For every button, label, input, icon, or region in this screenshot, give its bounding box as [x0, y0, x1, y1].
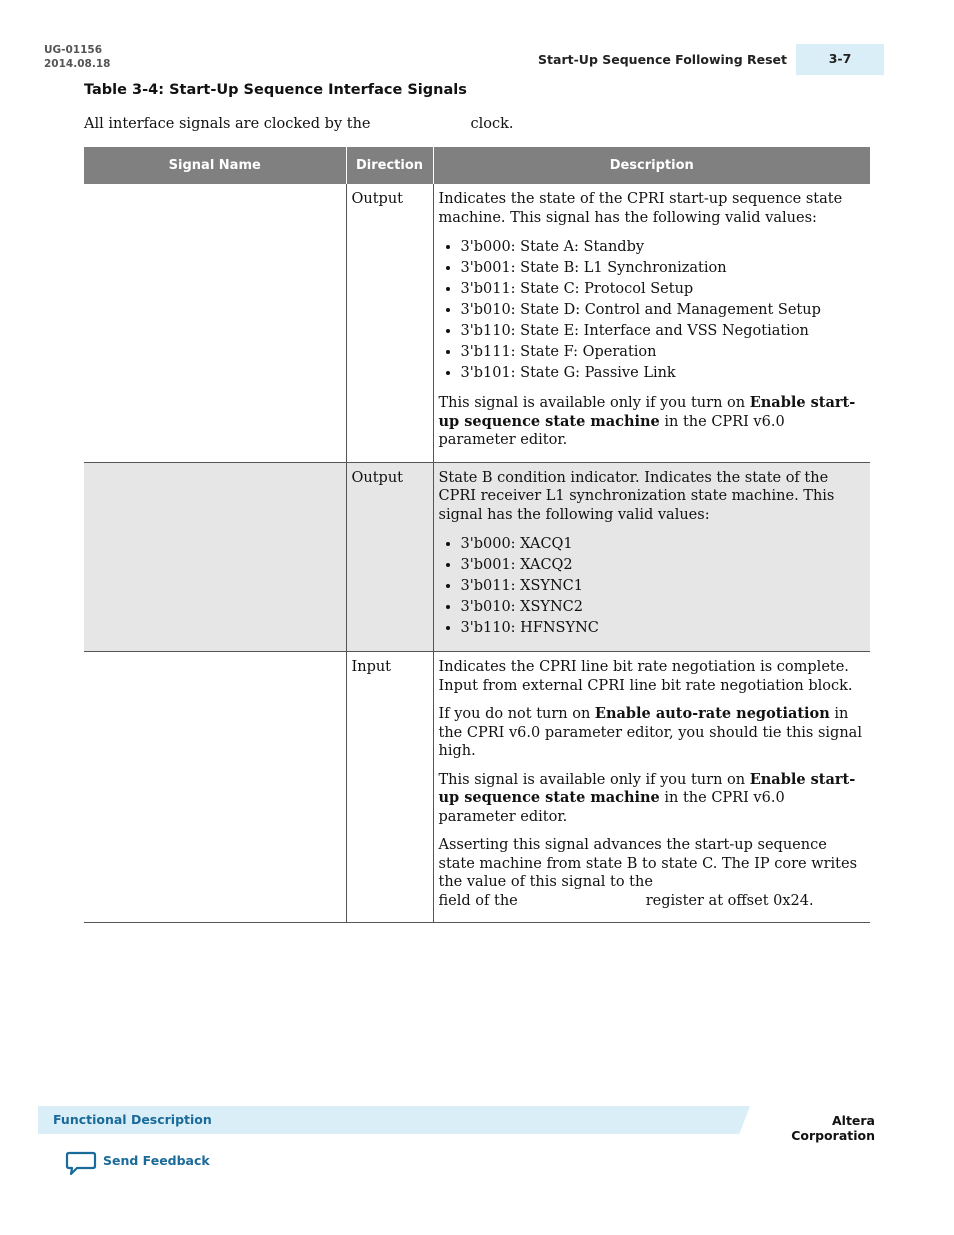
intro-text-before: All interface signals are clocked by the	[84, 116, 371, 132]
send-feedback-link[interactable]: Send Feedback	[103, 1153, 210, 1168]
table-row	[84, 652, 870, 923]
valid-values-list	[439, 534, 866, 639]
parameter-name: Enable start-up sequence state machine	[438, 770, 856, 806]
direction-cell: Output	[346, 462, 433, 652]
signal-name-cell	[84, 652, 346, 923]
description-cell	[433, 462, 870, 652]
list-item: • 3'b111: State F: Operation	[461, 342, 866, 363]
direction-cell: Output	[346, 184, 433, 462]
header-signal-name: Signal Name	[84, 147, 346, 184]
note-text: Asserting this signal advances the start-up sequence state machine from state B to state C. The IP core writes the value of this signal to the	[438, 837, 858, 890]
note-text: in the CPRI v6.0 parameter editor.	[438, 790, 785, 825]
signals-table	[84, 147, 870, 923]
parameter-name: Enable start-up sequence state machine	[438, 394, 856, 430]
list-item: • 3'b101: State G: Passive Link	[461, 363, 866, 384]
description-text: Indicates the state of the CPRI start-up sequence state machine. This signal has the following valid values:	[438, 191, 843, 226]
note-text: field of the	[438, 892, 518, 909]
header-direction: Direction	[346, 147, 433, 184]
intro-text	[84, 116, 514, 132]
valid-values-list	[439, 237, 866, 384]
list-item: • 3'b110: HFNSYNC	[461, 618, 866, 639]
tie-high-note	[439, 705, 866, 761]
description-text: Indicates the CPRI line bit rate negotiation is complete. Input from external CPRI line bit rate negotiation block.	[438, 659, 853, 694]
note-text: in the CPRI v6.0 parameter editor.	[438, 413, 785, 448]
list-item: • 3'b000: XACQ1	[461, 534, 866, 555]
description-text: State B condition indicator. Indicates the state of the CPRI receiver L1 synchronization state machine. This signal has the following valid values:	[438, 469, 835, 523]
signal-name-cell	[84, 462, 346, 652]
list-item: • 3'b011: XSYNC1	[461, 576, 866, 597]
direction-cell: Input	[346, 652, 433, 923]
list-item: • 3'b001: State B: L1 Synchronization	[461, 258, 866, 279]
list-item: • 3'b110: State E: Interface and VSS Negotiation	[461, 321, 866, 342]
note-text: register at offset 0x24.	[645, 892, 814, 909]
intro-text-after: clock.	[470, 116, 514, 132]
note-text: If you do not turn on	[438, 706, 591, 722]
note-text: in the CPRI v6.0 parameter editor, you should tie this signal high.	[438, 706, 862, 759]
availability-note	[439, 771, 866, 827]
list-item: • 3'b010: XSYNC2	[461, 597, 866, 618]
doc-date: 2014.08.18	[44, 58, 111, 70]
feedback-speech-bubble-icon[interactable]	[65, 1151, 97, 1177]
list-item: • 3'b000: State A: Standby	[461, 237, 866, 258]
footer-section-title: Functional Description	[53, 1112, 212, 1127]
signal-name-cell	[84, 184, 346, 462]
availability-note	[439, 394, 866, 450]
table-header-row	[84, 147, 870, 184]
description-cell	[433, 184, 870, 462]
table-caption: Table 3-4: Start-Up Sequence Interface Signals	[84, 82, 467, 98]
table-row	[84, 184, 870, 462]
note-text: This signal is available only if you turn on	[438, 395, 746, 411]
table-row	[84, 462, 870, 652]
doc-number: UG-01156	[44, 44, 103, 56]
running-title: Start-Up Sequence Following Reset	[538, 52, 787, 67]
note-text: This signal is available only if you turn on	[438, 771, 746, 788]
list-item: • 3'b001: XACQ2	[461, 555, 866, 576]
assertion-note	[439, 836, 866, 910]
page-number: 3-7	[828, 51, 852, 66]
footer-company: Altera Corporation	[791, 1113, 875, 1143]
header-description: Description	[433, 147, 870, 184]
document-id	[44, 43, 110, 71]
description-cell	[433, 652, 870, 923]
list-item: • 3'b011: State C: Protocol Setup	[461, 279, 866, 300]
list-item: • 3'b010: State D: Control and Management Setup	[461, 300, 866, 321]
parameter-name: Enable auto-rate negotiation	[594, 705, 830, 722]
